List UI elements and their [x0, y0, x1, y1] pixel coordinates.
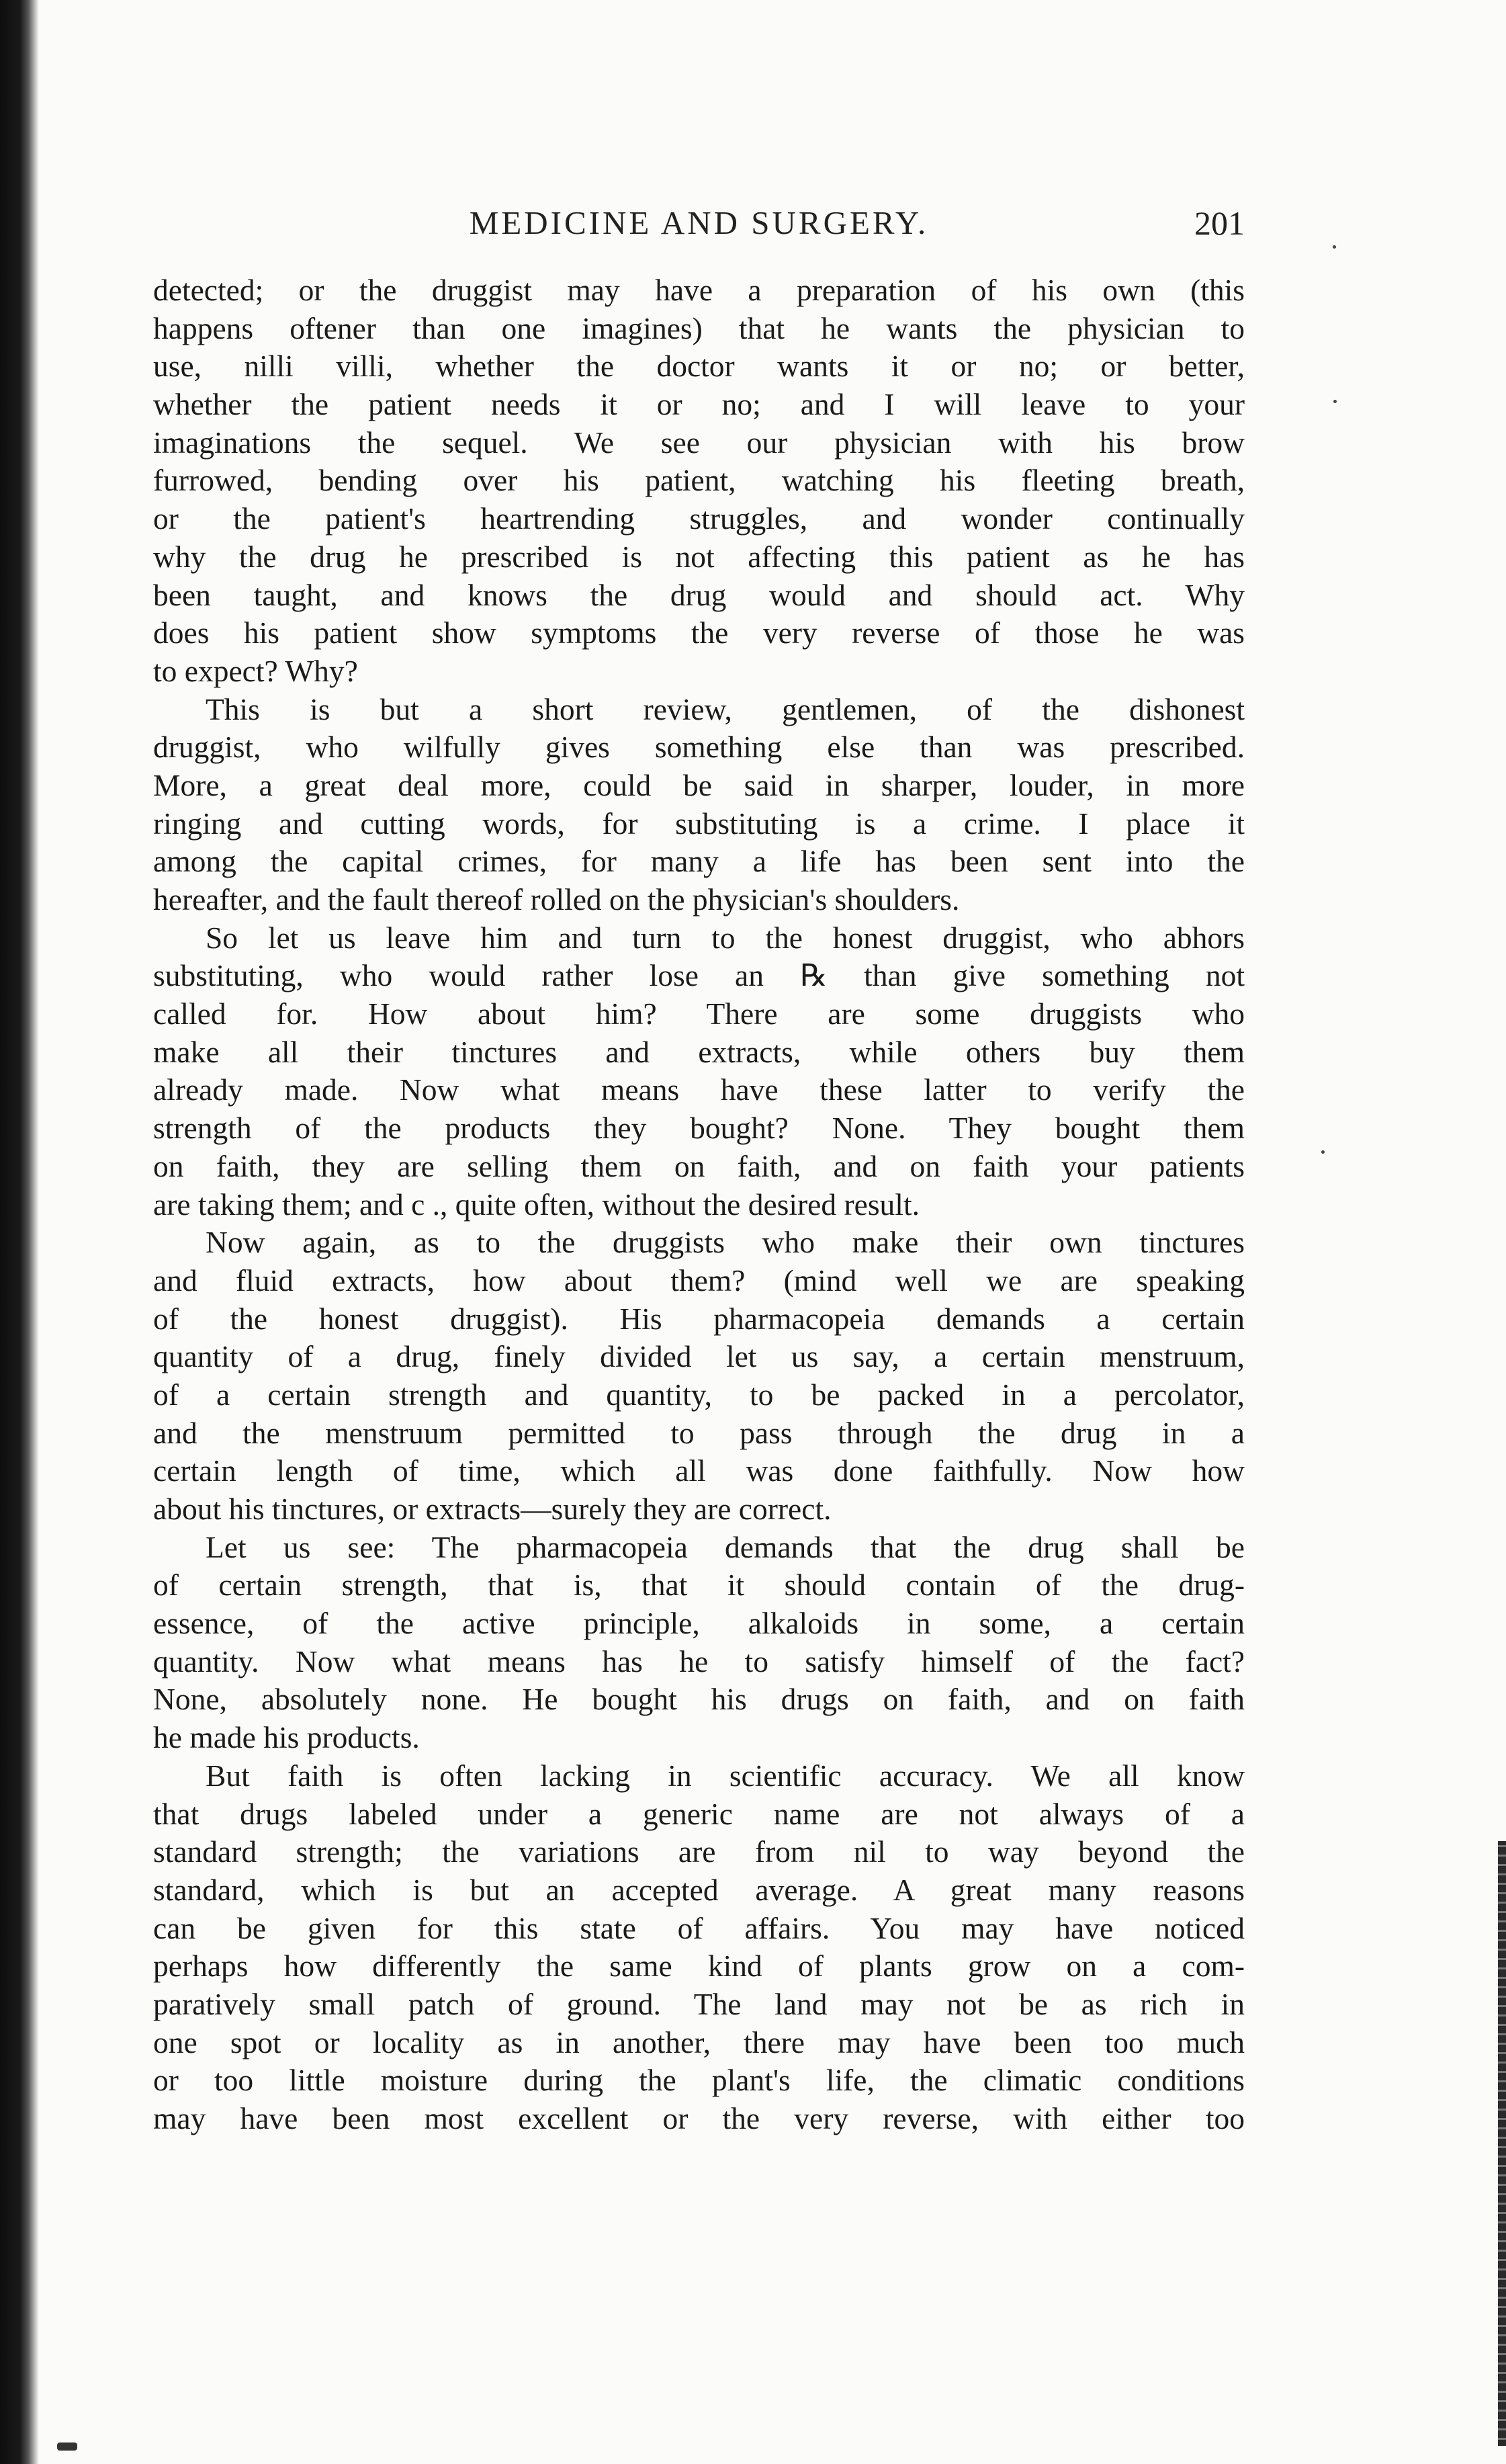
paragraph-first-line: This is but a short review, gentlemen, of the dishonest [206, 691, 1245, 726]
text-line: quantity of a drug, finely divided let us say, a certain menstruum, [153, 1339, 1245, 1374]
text-line: one spot or locality as in another, there may have been too much [153, 2025, 1245, 2059]
text-line: or the patient's heartrending struggles, and wonder continually [153, 501, 1245, 536]
text-line: to expect? Why? [153, 653, 358, 688]
ink-speck [1333, 245, 1336, 249]
text-line: whether the patient needs it or no; and I will leave to your [153, 387, 1245, 422]
text-line: imaginations the sequel. We see our physician with his brow [153, 425, 1245, 460]
text-line: furrowed, bending over his patient, watching his fleeting breath, [153, 463, 1245, 498]
text-line: may have been most excellent or the very reverse, with either too [153, 2101, 1245, 2135]
text-line: and fluid extracts, how about them? (mind well we are speaking [153, 1263, 1245, 1298]
text-line: ringing and cutting words, for substituting is a crime. I place it [153, 806, 1245, 841]
text-line: perhaps how differently the same kind of plants grow on a com- [153, 1949, 1245, 1984]
page-header [153, 196, 1245, 250]
text-line: More, a great deal more, could be said in sharper, louder, in more [153, 767, 1245, 802]
running-title: MEDICINE AND SURGERY. [469, 204, 929, 241]
ink-speck [57, 2442, 77, 2451]
text-line: make all their tinctures and extracts, while others buy them [153, 1034, 1245, 1069]
ink-speck [1321, 1150, 1325, 1154]
text-line: use, nilli villi, whether the doctor wants it or no; or better, [153, 349, 1245, 384]
text-line: can be given for this state of affairs. You may have noticed [153, 1910, 1245, 1945]
text-line: been taught, and knows the drug would and should act. Why [153, 577, 1245, 612]
text-line: about his tinctures, or extracts—surely they are correct. [153, 1492, 832, 1526]
ink-speck [1333, 400, 1337, 403]
text-line: detected; or the druggist may have a preparation of his own (this [153, 273, 1245, 307]
paragraph-first-line: So let us leave him and turn to the honest druggist, who abhors [206, 920, 1245, 955]
text-line: certain length of time, which all was done faithfully. Now how [153, 1453, 1245, 1488]
paragraph-first-line: Let us see: The pharmacopeia demands that the drug shall be [206, 1529, 1245, 1564]
text-line: already made. Now what means have these latter to verify the [153, 1072, 1245, 1107]
text-line: does his patient show symptoms the very reverse of those he was [153, 615, 1245, 650]
text-line: paratively small patch of ground. The land may not be as rich in [153, 1986, 1245, 2021]
text-line: and the menstruum permitted to pass through the drug in a [153, 1415, 1245, 1450]
body-text [153, 271, 1245, 2138]
page-edge-shadow [1498, 1841, 1506, 2446]
text-line: druggist, who wilfully gives something else than was prescribed. [153, 730, 1245, 765]
text-line: standard, which is but an accepted average. A great many reasons [153, 1872, 1245, 1907]
text-line: quantity. Now what means has he to satisfy himself of the fact? [153, 1644, 1245, 1679]
text-line: called for. How about him? There are some druggists who [153, 996, 1245, 1031]
text-line: why the drug he prescribed is not affecting this patient as he has [153, 539, 1245, 574]
text-line: he made his products. [153, 1720, 420, 1755]
text-line: substituting, who would rather lose an ℞ than give something not [153, 958, 1245, 993]
text-line: among the capital crimes, for many a life has been sent into the [153, 844, 1245, 879]
text-line: happens oftener than one imagines) that he wants the physician to [153, 310, 1245, 345]
text-line: None, absolutely none. He bought his drugs on faith, and on faith [153, 1682, 1245, 1717]
text-line: essence, of the active principle, alkaloids in some, a certain [153, 1606, 1245, 1641]
paragraph-first-line: But faith is often lacking in scientific accuracy. We all know [206, 1758, 1245, 1793]
paragraph-first-line: Now again, as to the druggists who make their own tinctures [206, 1225, 1245, 1260]
page-number: 201 [1194, 204, 1245, 242]
text-line: strength of the products they bought? None. They bought them [153, 1111, 1245, 1146]
text-line: or too little moisture during the plant's life, the climatic conditions [153, 2063, 1245, 2098]
text-line: on faith, they are selling them on faith, and on faith your patients [153, 1148, 1245, 1183]
text-line: of certain strength, that is, that it should contain of the drug- [153, 1568, 1245, 1603]
text-line: standard strength; the variations are from nil to way beyond the [153, 1834, 1245, 1869]
text-line: that drugs labeled under a generic name are not always of a [153, 1796, 1245, 1831]
text-line: of a certain strength and quantity, to be packed in a percolator, [153, 1377, 1245, 1412]
text-line: of the honest druggist). His pharmacopeia demands a certain [153, 1301, 1245, 1336]
text-line: hereafter, and the fault thereof rolled on the physician's shoulders. [153, 882, 960, 917]
binding-edge [0, 0, 39, 2464]
text-line: are taking them; and c ., quite often, without the desired result. [153, 1187, 920, 1222]
